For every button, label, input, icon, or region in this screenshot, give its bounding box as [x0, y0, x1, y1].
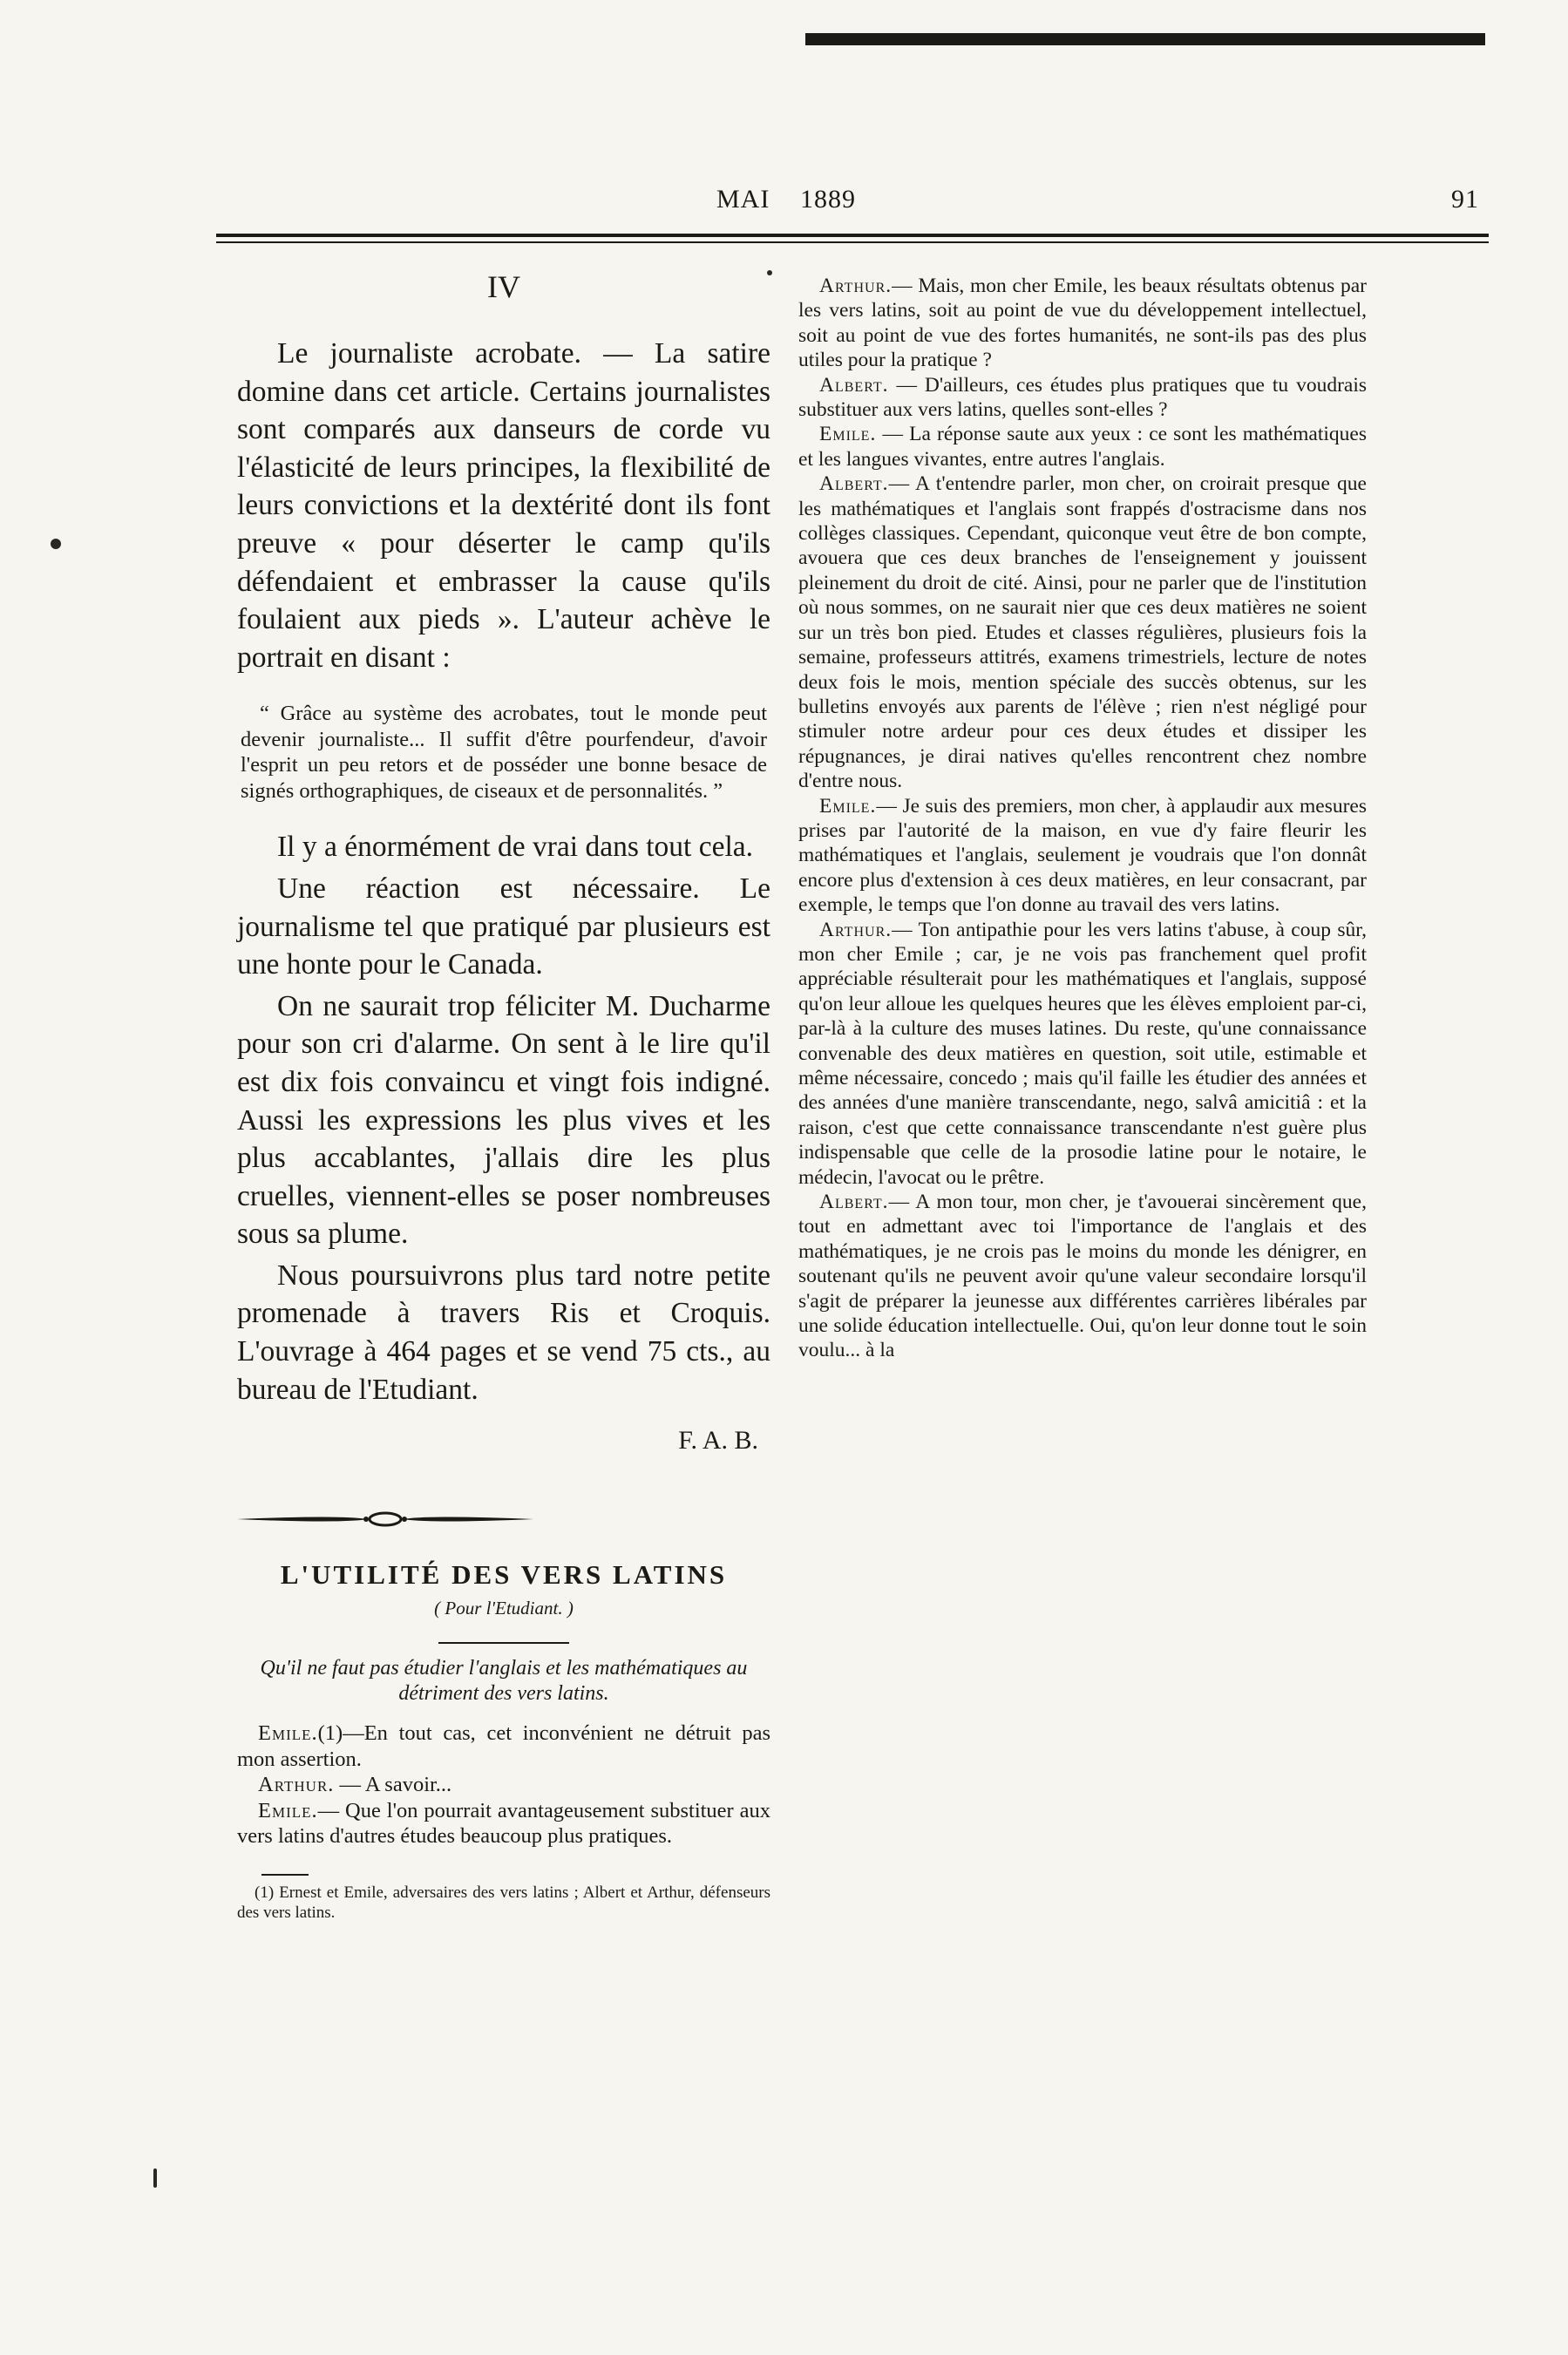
- speech-text: — A mon tour, mon cher, je t'avouerai sincèrement que, tout en admettant avec toi l'importance de l'anglais et des mathématiques, je ne crois pas le moins du monde les dénigrer, en soutenant qu'ils ne peuvent avoir qu'une valeur secondaire lorsqu'il s'agit de préparer la jeunesse aux différentes carrières libérales par une solide éducation intellectuelle. Oui, qu'on leur donne tout le soin voulu... à la: [798, 1191, 1367, 1362]
- speech-text: — Ton antipathie pour les vers latins t'abuse, à coup sûr, mon cher Emile ; car, je ne vois pas franchement quel profit appréciable résulterait pour les mathématiques et l'anglais, supposé qu'on leur alloue les quelques heures que les élèves emploient par-ci, par-là à la culture des muses latines. Du reste, qu'une connaissance convenable des deux matières en question, soit utile, estimable et même nécessaire, concedo ; mais qu'il faille les étudier des années et des années d'une manière transcendante, nego, salvâ amicitiâ : et la raison, c'est que cette connaissance transcendante n'est guère plus indispensable que celle de la prosodie latine pour le notaire, le médecin, l'avocat ou le prêtre.: [798, 918, 1367, 1189]
- header-rule-thin: [216, 241, 1489, 243]
- scan-speck: [153, 2168, 157, 2188]
- dialog-line: [798, 472, 1367, 793]
- dialog-line: [798, 918, 1367, 1190]
- left-dialog: [237, 1720, 770, 1849]
- ornament-divider: [237, 1510, 533, 1529]
- speaker-name: Albert.: [819, 472, 889, 496]
- right-column: [798, 274, 1367, 1363]
- article-subtitle: [237, 1598, 770, 1619]
- paragraph-journaliste: Le journaliste acrobate. — La satire domine dans cet article. Certains journalistes sont comparés aux danseurs de corde vu l'élasticité de leurs principes, la flexibilité de leurs convictions et la dextérité dont ils font preuve « pour déserter le camp qu'ils défendaient et embrasser la cause qu'ils foulaient aux pieds ». L'auteur achève le portrait en disant :: [237, 337, 770, 674]
- speaker-name: Albert.: [819, 373, 889, 397]
- scan-speck: [51, 539, 61, 549]
- speaker-name: Albert.: [819, 1191, 889, 1214]
- speech-text: — D'ailleurs, ces études plus pratiques que tu voudrais substituer aux vers latins, quelles sont-elles ?: [798, 373, 1367, 422]
- left-column: [237, 260, 770, 1923]
- paragraph-vrai: Il y a énormément de vrai dans tout cela.: [277, 831, 754, 864]
- dialog-line: [237, 1798, 770, 1849]
- speech-text: — Que l'on pourrait avantageusement substituer aux vers latins d'autres études beaucoup plus pratiques.: [237, 1798, 770, 1849]
- paragraph-ducharme: On ne saurait trop féliciter M. Ducharme pour son cri d'alarme. On sent à le lire qu'il est dix fois convaincu et vingt fois indigné. Aussi les expressions les plus vives et les plus accablantes, j'allais dire les plus cruelles, viennent-elles se poser nombreuses sous sa plume.: [237, 989, 770, 1251]
- dialog-line: [798, 274, 1367, 373]
- paragraph-reaction: Une réaction est nécessaire. Le journalisme tel que pratiqué par plusieurs est une honte pour le Canada.: [237, 872, 770, 981]
- speech-text: — Mais, mon cher Emile, les beaux résultats obtenus par les vers latins, soit au point de vue du développement intellectuel, soit au point de vue des fortes humanités, ne sont-ils pas des plus utiles pour la pratique ?: [798, 275, 1367, 372]
- speech-text: (1)—En tout cas, cet inconvénient ne détruit pas mon assertion.: [237, 1721, 770, 1771]
- dialog-line: [798, 1190, 1367, 1363]
- signature: F. A. B.: [678, 1426, 758, 1456]
- article-title: L'UTILITÉ DES VERS LATINS: [280, 1559, 728, 1591]
- speech-text: — Je suis des premiers, mon cher, à applaudir aux mesures prises par l'autorité de la maison, en vue d'y faire fleurir les mathématiques et l'anglais, seulement je voudrais que l'on donnât encore plus d'extension à ces deux matières, en leur consacrant, par exemple, le temps que l'on donne au travail des vers latins.: [798, 794, 1367, 917]
- speech-text: — A t'entendre parler, mon cher, on croirait presque que les mathématiques et l'anglais sont frappés d'ostracisme dans nos collèges classiques. Cependant, quiconque veut être de bon compte, avouera que ces deux branches de l'enseignement y jouissent pleinement du droit de cité. Ainsi, pour ne parler que de l'institution où nous sommes, on ne saurait nier que ces deux matières ne soient sur un très bon pied. Etudes et classes régulières, plusieurs fois la semaine, professeurs attitrés, examens trimestriels, lecture de notes deux fois le mois, mention spéciale des succès obtenus, sur les bulletins envoyés aux parents de l'élève ; rien n'est négligé pour stimuler notre ardeur pour ces deux études et dissiper les répugnances, je dirai natives qu'elles rencontrent chez nombre d'entre nous.: [798, 472, 1367, 793]
- speaker-name: Arthur.: [258, 1773, 335, 1797]
- header-month: MAI: [716, 185, 770, 214]
- running-head: [0, 185, 1568, 228]
- dialog-line: [237, 1772, 770, 1798]
- speech-text: — A savoir...: [334, 1773, 452, 1797]
- speaker-name: Emile.: [819, 794, 877, 818]
- footnote-rule: [261, 1874, 309, 1876]
- speaker-name: Arthur.: [819, 918, 893, 941]
- quotation: “ Grâce au système des acrobates, tout le monde peut devenir journaliste... Il suffit d'être pourfendeur, d'avoir l'esprit un peu retors et de posséder une bonne besace de signés orthographiques, de ciseaux et de personnalités. ”: [241, 702, 767, 803]
- header-rule-thick: [216, 234, 1489, 237]
- dialog-line: [237, 1720, 770, 1772]
- footnote: (1) Ernest et Emile, adversaires des vers latins ; Albert et Arthur, défenseurs des vers latins.: [237, 1883, 770, 1922]
- speaker-name: Emile.: [258, 1721, 318, 1746]
- speech-text: — La réponse saute aux yeux : ce sont les mathématiques et les langues vivantes, entre autres l'anglais.: [798, 423, 1367, 471]
- article-deck: Qu'il ne faut pas étudier l'anglais et les mathématiques au détriment des vers latins.: [260, 1657, 748, 1706]
- dialog-line: [798, 422, 1367, 472]
- article-subtitle-text: ( Pour l'Etudiant. ): [434, 1598, 574, 1619]
- speaker-name: Emile.: [258, 1798, 318, 1822]
- section-number: IV: [487, 269, 520, 304]
- subtitle-rule: [438, 1642, 569, 1644]
- header-top-bar: [805, 33, 1485, 45]
- speaker-name: Emile.: [819, 423, 877, 446]
- dialog-line: [798, 373, 1367, 423]
- scan-speck: [767, 270, 772, 275]
- header-year: 1889: [800, 185, 856, 214]
- page-number: 91: [1451, 185, 1479, 214]
- speaker-name: Arthur.: [819, 275, 893, 297]
- dialog-line: [798, 794, 1367, 918]
- paragraph-promenade: Nous poursuivrons plus tard notre petite promenade à travers Ris et Croquis. L'ouvrage à 464 pages et se vend 75 cts., au bureau de l'Etudiant.: [237, 1259, 770, 1406]
